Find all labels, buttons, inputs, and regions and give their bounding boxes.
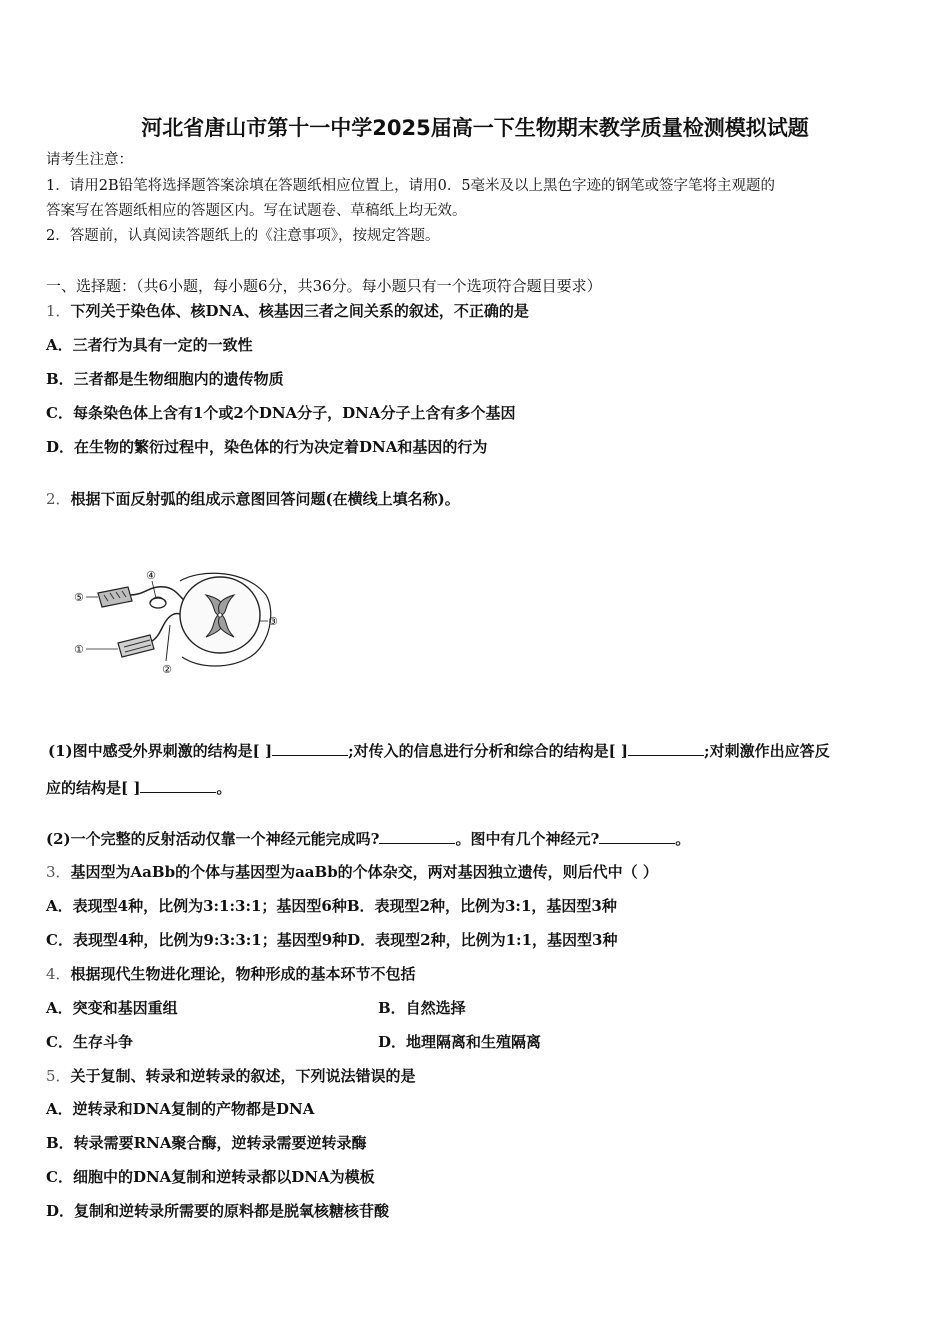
answer-blank-1[interactable]: [272, 741, 348, 756]
question-4-text: 根据现代生物进化理论，物种形成的基本环节不包括: [70, 965, 416, 983]
question-1-option-c: C．每条染色体上含有1个或2个DNA分子，DNA分子上含有多个基因: [46, 404, 516, 422]
question-3-stem: [46, 862, 658, 882]
question-5-option-b: B．转录需要RNA聚合酶，逆转录需要逆转录酶: [46, 1134, 367, 1152]
part-2-text-a: (2)一个完整的反射活动仅靠一个神经元能完成吗?: [46, 830, 380, 848]
diagram-label-1: ①: [74, 643, 84, 656]
part-2-text-b: 。图中有几个神经元?: [455, 830, 600, 848]
question-5-option-d: D．复制和逆转录所需要的原料都是脱氧核糖核苷酸: [46, 1202, 390, 1220]
effector-muscle: [118, 635, 154, 657]
question-5-number: 5．: [46, 1067, 71, 1085]
question-1-number: 1．: [46, 302, 71, 320]
question-2-part-1-line-1: [48, 741, 830, 761]
notice-line-1b: 答案写在答题纸相应的答题区内。写在试题卷、草稿纸上均无效。: [46, 203, 467, 219]
page-title: 河北省唐山市第十一中学2025届高一下生物期末教学质量检测模拟试题: [141, 116, 809, 140]
question-5-text: 关于复制、转录和逆转录的叙述，下列说法错误的是: [70, 1067, 416, 1085]
question-1-option-b: B．三者都是生物细胞内的遗传物质: [46, 370, 284, 388]
reflex-arc-diagram: [70, 565, 286, 677]
answer-blank-5[interactable]: [599, 829, 675, 844]
diagram-label-2: ②: [162, 663, 172, 676]
question-5-option-a: A．逆转录和DNA复制的产物都是DNA: [46, 1100, 315, 1118]
question-2-number: 2．: [46, 490, 71, 508]
answer-blank-4[interactable]: [379, 829, 455, 844]
notice-line-1a: 1．请用2B铅笔将选择题答案涂填在答题纸相应位置上，请用0．5毫米及以上黑色字迹的钢笔或签字笔将主观题的: [46, 178, 776, 194]
question-2-text: 根据下面反射弧的组成示意图回答问题(在横线上填名称)。: [70, 490, 460, 508]
answer-blank-2[interactable]: [628, 741, 704, 756]
question-3-number: 3．: [46, 863, 71, 881]
spinal-cord: [180, 573, 271, 666]
question-4-stem: [46, 964, 416, 984]
question-5-option-c: C．细胞中的DNA复制和逆转录都以DNA为模板: [46, 1168, 375, 1186]
question-1-stem: [46, 301, 529, 321]
part-1-text-d: 应的结构是[ ]: [46, 779, 141, 797]
section-heading: 一、选择题：（共6小题，每小题6分，共36分。每小题只有一个选项符合题目要求）: [46, 277, 602, 295]
diagram-label-5: ⑤: [74, 591, 84, 604]
part-1-text-a: (1)图中感受外界刺激的结构是[ ]: [48, 742, 273, 760]
part-1-text-e: 。: [216, 779, 232, 797]
notice-line-2: 2．答题前，认真阅读答题纸上的《注意事项》，按规定答题。: [46, 228, 440, 244]
question-4-option-c: C．生存斗争: [46, 1033, 133, 1051]
question-3-options-ab: A．表现型4种，比例为3:1:3:1；基因型6种B．表现型2种，比例为3:1，基因型3种: [46, 897, 617, 915]
question-3-text: 基因型为AaBb的个体与基因型为aaBb的个体杂交，两对基因独立遗传，则后代中（ ）: [70, 863, 658, 881]
diagram-label-3: ③: [268, 615, 278, 628]
question-5-stem: [46, 1066, 416, 1086]
question-4-option-b: B．自然选择: [378, 999, 466, 1017]
question-4-option-d: D．地理隔离和生殖隔离: [378, 1033, 542, 1051]
part-1-text-b: ;对传入的信息进行分析和综合的结构是[ ]: [348, 742, 629, 760]
question-4-option-a: A．突变和基因重组: [46, 999, 178, 1017]
part-2-text-c: 。: [675, 830, 691, 848]
question-1-option-d: D．在生物的繁衍过程中，染色体的行为决定着DNA和基因的行为: [46, 438, 488, 456]
question-1-text: 下列关于染色体、核DNA、核基因三者之间关系的叙述，不正确的是: [70, 302, 529, 320]
question-2-stem: [46, 489, 460, 509]
question-1-option-a: A．三者行为具有一定的一致性: [46, 336, 253, 354]
part-1-text-c: ;对刺激作出应答反: [704, 742, 830, 760]
diagram-label-4: ④: [146, 569, 156, 582]
question-3-options-cd: C．表现型4种，比例为9:3:3:1；基因型9种D．表现型2种，比例为1:1，基因型3种: [46, 931, 618, 949]
question-2-part-2: [46, 829, 690, 849]
question-4-number: 4．: [46, 965, 71, 983]
notice-heading: 请考生注意：: [46, 152, 133, 168]
answer-blank-3[interactable]: [140, 778, 216, 793]
receptor-skin: [98, 587, 132, 607]
question-2-part-1-line-2: [46, 778, 231, 798]
